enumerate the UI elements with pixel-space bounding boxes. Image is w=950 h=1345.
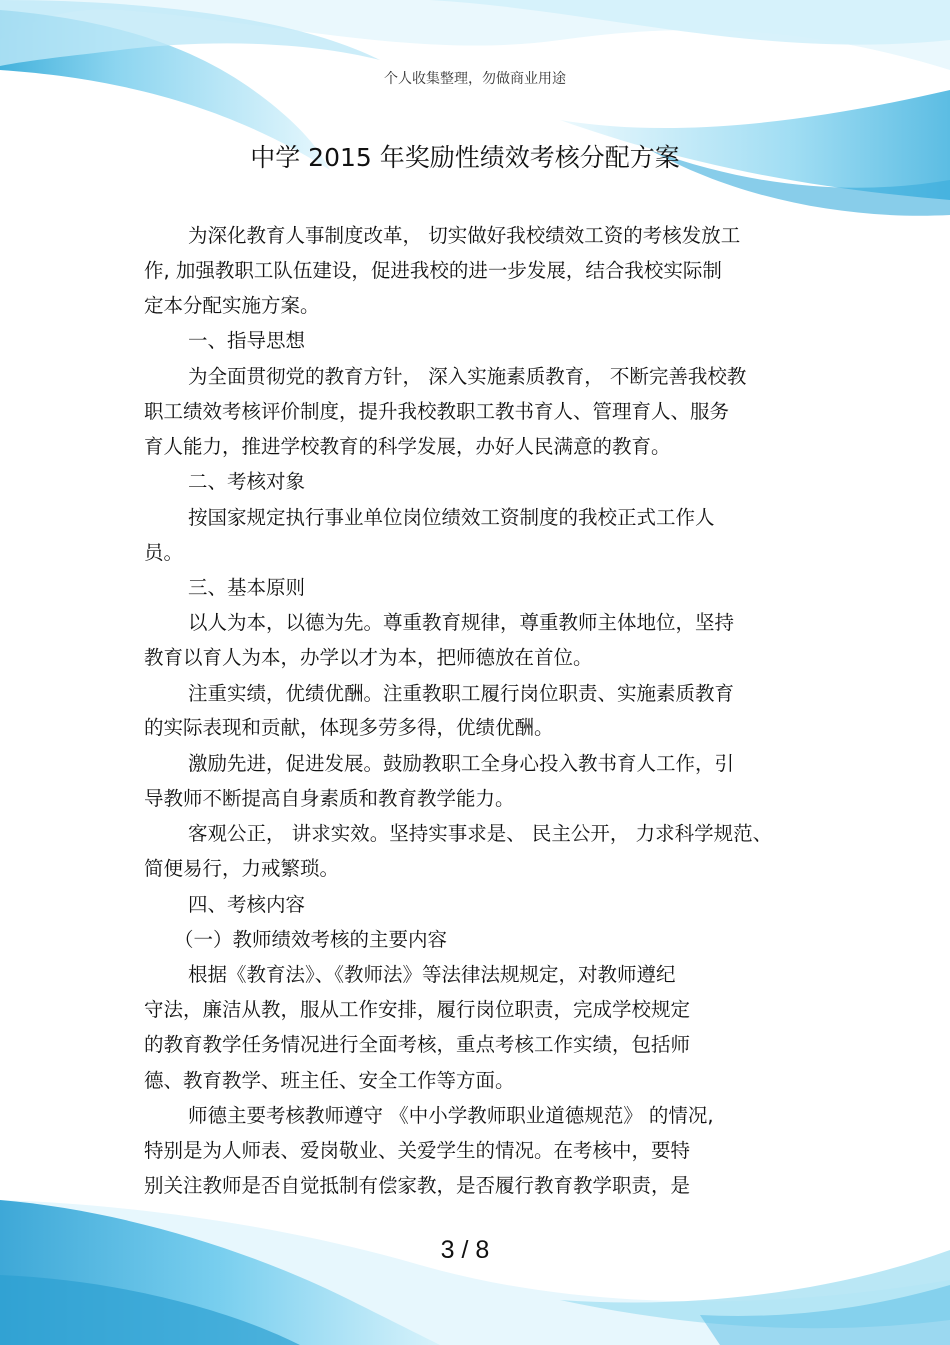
section-heading: 四、考核内容 — [188, 893, 306, 916]
body-line: 职工绩效考核评价制度，提升我校教职工教书育人、管理育人、服务 — [144, 400, 730, 423]
body-line: 为全面贯彻党的教育方针， 深入实施素质教育， 不断完善我校教 — [188, 365, 747, 388]
body-line: 育人能力，推进学校教育的科学发展，办好人民满意的教育。 — [144, 435, 671, 458]
body-line: 特别是为人师表、爱岗敬业、关爱学生的情况。在考核中，要特 — [144, 1139, 691, 1162]
watermark-text: 个人收集整理，勿做商业用途 — [384, 71, 566, 87]
body-line: 员。 — [144, 541, 184, 564]
body-line: 注重实绩，优绩优酬。注重教职工履行岗位职责、实施素质教育 — [188, 682, 735, 705]
page-number: 3 / 8 — [440, 1236, 490, 1264]
document-title: 中学 2015 年奖励性绩效考核分配方案 — [250, 143, 680, 172]
body-line: 根据《教育法》、《教师法》等法律法规规定，对教师遵纪 — [188, 963, 676, 986]
body-line: 客观公正， 讲求实效。坚持实事求是、 民主公开， 力求科学规范、 — [188, 822, 773, 845]
body-line: 以人为本，以德为先。尊重教育规律，尊重教师主体地位，坚持 — [188, 611, 735, 634]
body-line: 守法，廉洁从教，服从工作安排，履行岗位职责，完成学校规定 — [144, 998, 691, 1021]
section-heading: 二、考核对象 — [188, 470, 306, 493]
body-line: 导教师不断提高自身素质和教育教学能力。 — [144, 787, 515, 810]
body-line: 简便易行，力戒繁琐。 — [144, 857, 340, 880]
body-line: 教育以育人为本，办学以才为本，把师德放在首位。 — [144, 646, 593, 669]
body-line: 激励先进，促进发展。鼓励教职工全身心投入教书育人工作，引 — [188, 752, 735, 775]
subsection-heading: （一）教师绩效考核的主要内容 — [174, 928, 448, 951]
body-line: 别关注教师是否自觉抵制有偿家教，是否履行教育教学职责，是 — [144, 1174, 691, 1197]
body-line: 师德主要考核教师遵守 《中小学教师职业道德规范》 的情况, — [188, 1104, 714, 1127]
body-line: 为深化教育人事制度改革， 切实做好我校绩效工资的考核发放工 — [188, 224, 741, 247]
section-heading: 一、指导思想 — [188, 329, 306, 352]
body-line: 德、教育教学、班主任、安全工作等方面。 — [144, 1069, 515, 1092]
body-line: 定本分配实施方案。 — [144, 294, 320, 317]
body-line: 的实际表现和贡献，体现多劳多得，优绩优酬。 — [144, 716, 554, 739]
body-line: 的教育教学任务情况进行全面考核，重点考核工作实绩，包括师 — [144, 1033, 691, 1056]
body-line: 按国家规定执行事业单位岗位绩效工资制度的我校正式工作人 — [188, 506, 715, 529]
body-line: 作, 加强教职工队伍建设，促进我校的进一步发展，结合我校实际制 — [144, 259, 722, 282]
section-heading: 三、基本原则 — [188, 576, 306, 599]
